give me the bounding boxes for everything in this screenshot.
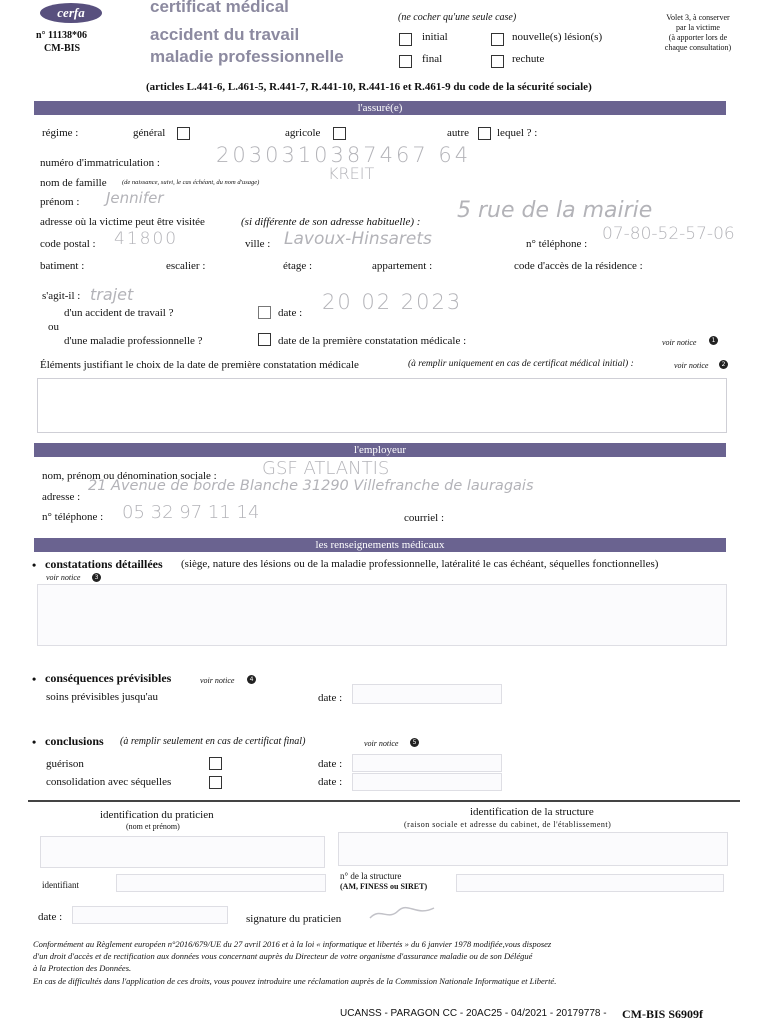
regime-label: régime : (42, 127, 79, 139)
checkbox-regime-autre[interactable] (478, 127, 491, 140)
checkbox-accident-travail[interactable] (258, 306, 271, 319)
employeur-courriel-label: courriel : (404, 512, 445, 524)
regime-general-label: général (133, 127, 166, 139)
accident-travail-label: d'un accident de travail ? (64, 307, 174, 319)
employeur-nom-label: nom, prénom ou dénomination sociale : (42, 470, 217, 482)
form-title-line-3: maladie professionnelle (150, 47, 344, 66)
consequences-label: conséquences prévisibles (45, 671, 172, 685)
label-rechute: rechute (512, 53, 545, 65)
escalier-label: escalier : (166, 260, 206, 272)
checkbox-maladie-pro[interactable] (258, 333, 271, 346)
signature-label: signature du praticien (246, 913, 342, 925)
footer-form-code: CM-BIS S6909f (622, 1007, 704, 1021)
legal-line-1: Conformément au Règlement européen n°2016/679/UE du 27 avril 2016 et à la loi « informatique et libertés » du 6 janvier 1978 modifiée,vous disposez (33, 939, 552, 949)
constatations-label: constatations détaillées (45, 557, 163, 571)
accident-date-value[interactable]: 20 02 2023 (322, 290, 463, 314)
adresse-visite-hint: (si différente de son adresse habituelle) : (241, 216, 421, 228)
etage-label: étage : (283, 260, 313, 272)
voir-notice-1[interactable]: voir notice (662, 338, 697, 347)
adresse-visite-value[interactable]: 5 rue de la mairie (457, 198, 653, 223)
batiment-label: batiment : (40, 260, 85, 272)
guerison-date-field[interactable] (352, 754, 502, 772)
legal-line-3: à la Protection des Données. (33, 963, 132, 973)
structure-number-field[interactable] (456, 874, 724, 892)
appartement-label: appartement : (372, 260, 433, 272)
checkbox-final[interactable] (399, 55, 412, 68)
footer-reference: UCANSS - PARAGON CC - 20AC25 - 04/2021 - 20179778 - (340, 1008, 607, 1019)
checkbox-consolidation[interactable] (209, 776, 222, 789)
adresse-visite-label: adresse où la victime peut être visitée (40, 216, 205, 228)
elements-justifiant-box[interactable] (37, 378, 727, 433)
guerison-label: guérison (46, 758, 84, 770)
telephone-label: n° téléphone : (526, 238, 588, 250)
conclusions-label: conclusions (45, 734, 104, 748)
code-postal-value[interactable]: 41800 (114, 229, 179, 249)
code-acces-label: code d'accès de la résidence : (514, 260, 643, 272)
soins-date-field[interactable] (352, 684, 502, 704)
volet-line-1: Volet 3, à conserver (666, 13, 730, 22)
sagit-il-label: s'agit-il : (42, 290, 81, 302)
regime-agricole-label: agricole (285, 127, 321, 139)
form-number: n° 11138*06 (36, 30, 87, 41)
maladie-pro-label: d'une maladie professionnelle ? (64, 335, 203, 347)
lequel-label: lequel ? : (497, 127, 538, 139)
employeur-telephone-value[interactable]: 05 32 97 11 14 (122, 502, 260, 523)
section-band-assure: l'assuré(e) (34, 101, 726, 115)
conclusions-hint: (à remplir seulement en cas de certificat final) (120, 736, 306, 747)
checkbox-guerison[interactable] (209, 757, 222, 770)
praticien-date-field[interactable] (72, 906, 228, 924)
legal-line-2: d'un droit d'accès et de rectification aux données vous concernant auprès du Directeur de votre organisme d'assurance maladie ou de son Délégué (33, 951, 533, 961)
prenom-value[interactable]: Jennifer (106, 189, 164, 207)
praticien-identification-field[interactable] (40, 836, 325, 868)
notice-number-3-icon: 3 (92, 573, 101, 582)
voir-notice-2[interactable]: voir notice (674, 361, 709, 370)
ville-value[interactable]: Lavoux-Hinsarets (284, 229, 432, 249)
structure-number-sub: (AM, FINESS ou SIRET) (340, 882, 428, 891)
signature-scribble-icon (368, 903, 438, 923)
nom-famille-label: nom de famille (40, 177, 107, 189)
identifiant-label: identifiant (42, 880, 79, 890)
constatations-field[interactable] (37, 584, 727, 646)
nom-famille-value[interactable]: KREIT (328, 164, 375, 183)
premiere-constatation-label: date de la première constatation médicale : (278, 335, 467, 347)
accident-date-label: date : (278, 307, 303, 319)
volet-line-4: chaque consultation) (664, 43, 732, 52)
consequences-bullet-icon: • (32, 672, 37, 686)
checkbox-regime-general[interactable] (177, 127, 190, 140)
structure-number-label: n° de la structure (340, 871, 402, 881)
constatations-hint: (siège, nature des lésions ou de la maladie professionnelle, latéralité le cas échéant, séquelles fonctionnelles) (181, 558, 659, 570)
ou-label: ou (48, 321, 59, 333)
praticien-identification-title: identification du praticien (100, 809, 214, 821)
regime-autre-label: autre (447, 127, 469, 139)
employeur-adresse-value[interactable]: 21 Avenue de borde Blanche 31290 Villefranche de lauragais (88, 478, 534, 494)
sagit-il-value[interactable]: trajet (90, 285, 134, 304)
consolidation-date-field[interactable] (352, 773, 502, 791)
cerfa-logo: cerfa (40, 3, 102, 23)
code-postal-label: code postal : (40, 238, 96, 250)
form-title-line-1: certificat médical (150, 0, 289, 16)
volet-line-3: (à apporter lors de (668, 33, 728, 42)
structure-identification-field[interactable] (338, 832, 728, 866)
notice-number-2-icon: 2 (719, 360, 728, 369)
praticien-date-label: date : (38, 911, 63, 923)
nom-famille-hint: (de naissance, suivi, le cas échéant, du nom d'usage) (122, 179, 260, 186)
checkbox-initial[interactable] (399, 33, 412, 46)
check-note: (ne cocher qu'une seule case) (398, 12, 517, 23)
notice-number-1-icon: 1 (709, 336, 718, 345)
telephone-value[interactable]: 07-80-52-57-06 (602, 224, 735, 244)
soins-previsibles-label: soins prévisibles jusqu'au (46, 691, 158, 703)
volet-note (640, 13, 756, 53)
section-band-medical: les renseignements médicaux (34, 538, 726, 552)
identifiant-field[interactable] (116, 874, 326, 892)
notice-number-5-icon: 5 (410, 738, 419, 747)
label-nouvelle-lesion: nouvelle(s) lésion(s) (512, 31, 603, 43)
consolidation-label: consolidation avec séquelles (46, 776, 172, 788)
elements-justifiant-hint: (à remplir uniquement en cas de certificat médical initial) : (408, 359, 634, 369)
prenom-label: prénom : (40, 196, 80, 208)
praticien-identification-sub: (nom et prénom) (126, 822, 180, 831)
ville-label: ville : (245, 238, 271, 250)
employeur-adresse-label: adresse : (42, 491, 81, 503)
constatations-bullet-icon: • (32, 558, 37, 572)
form-code: CM-BIS (44, 43, 81, 54)
checkbox-nouvelle-lesion[interactable] (491, 33, 504, 46)
label-initial: initial (422, 31, 448, 43)
elements-justifiant-label: Éléments justifiant le choix de la date de première constatation médicale (40, 359, 359, 371)
label-final: final (422, 53, 443, 65)
employeur-telephone-label: n° téléphone : (42, 511, 104, 523)
section-band-employeur: l'employeur (34, 443, 726, 457)
notice-number-4-icon: 4 (247, 675, 256, 684)
volet-line-2: par la victime (676, 23, 720, 32)
articles-reference: (articles L.441-6, L.461-5, R.441-7, R.441-10, R.441-16 et R.461-9 du code de la sécurité sociale) (146, 81, 592, 93)
conclusions-bullet-icon: • (32, 735, 37, 749)
legal-line-4: En cas de difficultés dans l'application de ces droits, vous pouvez introduire une réclamation auprès de la Commission Nationale Informatique et Liberté. (33, 976, 557, 986)
employeur-nom-value[interactable]: GSF ATLANTIS (262, 458, 390, 479)
voir-notice-4[interactable]: voir notice (200, 676, 235, 685)
checkbox-rechute[interactable] (491, 55, 504, 68)
section-divider (28, 800, 740, 802)
soins-date-label: date : (318, 692, 343, 704)
consolidation-date-label: date : (318, 776, 343, 788)
guerison-date-label: date : (318, 758, 343, 770)
voir-notice-5[interactable]: voir notice (364, 739, 399, 748)
form-title-line-2: accident du travail (150, 25, 300, 44)
immatriculation-value[interactable]: 2030310387467 64 (216, 143, 472, 167)
structure-identification-title: identification de la structure (470, 806, 594, 818)
immatriculation-label: numéro d'immatriculation : (40, 157, 160, 169)
checkbox-regime-agricole[interactable] (333, 127, 346, 140)
signature-mark[interactable] (368, 903, 438, 923)
voir-notice-3[interactable]: voir notice (46, 573, 81, 582)
structure-identification-sub: (raison sociale et adresse du cabinet, de l'établissement) (404, 820, 612, 829)
